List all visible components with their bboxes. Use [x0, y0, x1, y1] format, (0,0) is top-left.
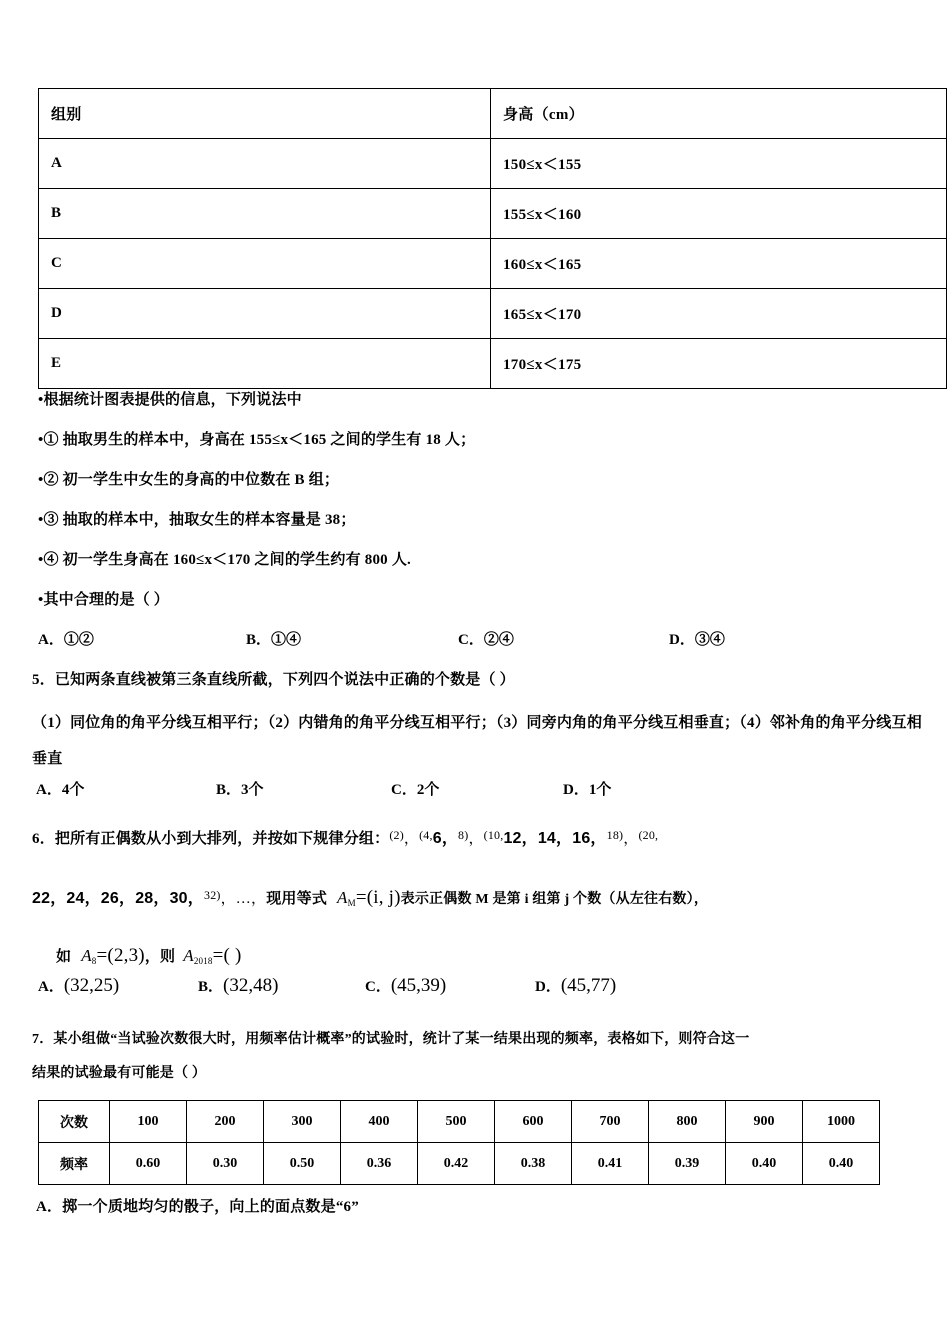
statement-item-2: •② 初一学生中女生的身高的中位数在 B 组； — [38, 472, 340, 488]
q5-option-b[interactable]: B．3个 — [216, 782, 264, 798]
q6-option-b-value: (32,48) — [223, 975, 279, 996]
count-cell: 1000 — [803, 1101, 880, 1143]
q6-option-d[interactable] — [535, 975, 616, 997]
frequency-values-row — [39, 1143, 880, 1185]
frequency-counts-row — [39, 1101, 880, 1143]
question-6-line-3 — [56, 945, 242, 967]
q6-line2-text: 现用等式 — [266, 891, 328, 907]
q6-a2018-value: =( ) — [212, 945, 242, 966]
frequency-cell: 0.40 — [726, 1143, 803, 1185]
q6-option-b[interactable] — [198, 975, 365, 997]
count-cell: 300 — [264, 1101, 341, 1143]
count-cell: 500 — [418, 1101, 495, 1143]
option-b[interactable]: B．①④ — [246, 632, 302, 648]
q6-group-2-big: 6， — [432, 830, 459, 847]
cell-group: B — [39, 189, 491, 239]
cell-range: 165≤x＜170 — [491, 289, 947, 339]
cell-range: 160≤x＜165 — [491, 239, 947, 289]
q6-formula-tail: 表示正偶数 M 是第 i 组第 j 个数（从左往右数）， — [400, 892, 709, 907]
q6-option-c[interactable] — [365, 975, 535, 997]
count-cell: 700 — [572, 1101, 649, 1143]
q6-line3-prefix: 如 — [56, 949, 72, 965]
table-header-row — [39, 89, 947, 139]
question-7-option-a[interactable]: A．掷一个质地均匀的骰子，向上的面点数是“6” — [36, 1199, 359, 1215]
cell-group: A — [39, 139, 491, 189]
statement-item-4: •④ 初一学生身高在 160≤x＜170 之间的学生约有 800 人. — [38, 552, 411, 568]
count-cell: 800 — [649, 1101, 726, 1143]
q5-option-c[interactable]: C．2个 — [391, 782, 440, 798]
question-7-stem-line-1: 7．某小组做“当试验次数很大时，用频率估计概率”的试验时，统计了某一结果出现的频率，表格如下，则符合这一 — [32, 1032, 750, 1047]
q6-a2018: A — [183, 946, 194, 965]
q6-option-d-value: (45,77) — [560, 975, 617, 996]
option-c[interactable]: C．②④ — [458, 632, 514, 648]
q6-formula-a: A — [337, 888, 348, 907]
q6-option-d-letter: D． — [535, 979, 561, 995]
cell-range: 150≤x＜155 — [491, 139, 947, 189]
frequency-cell: 0.40 — [803, 1143, 880, 1185]
q6-group-1: (2) — [389, 828, 404, 842]
q6-line3-mid: ，则 — [144, 949, 176, 965]
table-row — [39, 239, 947, 289]
row-label-frequency: 频率 — [39, 1143, 110, 1185]
q6-line2-tail: 32) — [204, 888, 221, 902]
q6-option-a[interactable] — [38, 975, 198, 997]
question-6-options-row — [38, 975, 918, 997]
frequency-cell: 0.38 — [495, 1143, 572, 1185]
header-group: 组别 — [39, 89, 491, 139]
q6-line2-sep: ，…， — [220, 891, 267, 907]
count-cell: 900 — [726, 1101, 803, 1143]
question-6-stem — [32, 825, 658, 848]
count-cell: 600 — [495, 1101, 572, 1143]
count-cell: 400 — [341, 1101, 418, 1143]
statement-item-1: •① 抽取男生的样本中，身高在 155≤x＜165 之间的学生有 18 人； — [38, 432, 476, 448]
q6-formula-eq: =(i, j) — [355, 887, 401, 908]
question-6-line-2 — [32, 885, 708, 909]
frequency-table — [38, 1100, 880, 1185]
q5-option-d[interactable]: D．1个 — [563, 782, 612, 798]
option-d[interactable]: D．③④ — [669, 632, 725, 648]
q6-option-c-value: (45,39) — [390, 975, 447, 996]
frequency-cell: 0.50 — [264, 1143, 341, 1185]
group-height-table — [38, 88, 947, 389]
frequency-cell: 0.30 — [187, 1143, 264, 1185]
q6-sep-2: ， — [468, 831, 484, 847]
q6-a8-value: =(2,3) — [96, 945, 145, 966]
cell-group: D — [39, 289, 491, 339]
question-5-stem: 5．已知两条直线被第三条直线所截，下列四个说法中正确的个数是（ ） — [32, 672, 515, 688]
q6-sep-1: ， — [403, 831, 420, 847]
frequency-cell: 0.42 — [418, 1143, 495, 1185]
q6-stem-prefix: 6．把所有正偶数从小到大排列，并按如下规律分组： — [32, 831, 390, 847]
count-cell: 100 — [110, 1101, 187, 1143]
q6-a8-sub: 8 — [91, 956, 97, 966]
q6-formula-a-sub: M — [347, 898, 356, 908]
table-row — [39, 189, 947, 239]
frequency-cell: 0.39 — [649, 1143, 726, 1185]
q5-option-a[interactable]: A．4个 — [36, 782, 85, 798]
question-7-stem-line-2: 结果的试验最有可能是（ ） — [32, 1066, 207, 1081]
row-label-counts: 次数 — [39, 1101, 110, 1143]
cell-range: 155≤x＜160 — [491, 189, 947, 239]
statement-options-row — [38, 628, 918, 649]
q6-sep-3: ， — [623, 831, 639, 847]
q6-group-3-big: 12，14，16， — [503, 830, 607, 847]
q6-option-a-value: (32,25) — [63, 975, 120, 996]
cell-group: C — [39, 239, 491, 289]
statement-prompt: •其中合理的是（ ） — [38, 592, 170, 608]
q6-group-3-open: (10, — [483, 828, 504, 842]
q6-option-c-letter: C． — [365, 979, 391, 995]
q6-group-4-open: (20, — [638, 828, 659, 842]
q6-a2018-sub: 2018 — [193, 956, 213, 966]
question-5-body: （1）同位角的角平分线互相平行；（2）内错角的角平分线互相平行；（3）同旁内角的角平分线互相垂直；（4）邻补角的角平分线互相垂直 — [32, 715, 922, 767]
cell-range: 170≤x＜175 — [491, 339, 947, 389]
statement-intro: •根据统计图表提供的信息，下列说法中 — [38, 392, 302, 408]
frequency-cell: 0.41 — [572, 1143, 649, 1185]
count-cell: 200 — [187, 1101, 264, 1143]
q6-option-b-letter: B． — [198, 979, 224, 995]
frequency-cell: 0.60 — [110, 1143, 187, 1185]
cell-group: E — [39, 339, 491, 389]
q6-group-3-close: 18) — [606, 828, 624, 842]
q6-group-2-open: (4, — [419, 828, 433, 842]
statement-item-3: •③ 抽取的样本中，抽取女生的样本容量是 38； — [38, 512, 356, 528]
table-row — [39, 289, 947, 339]
table-row — [39, 139, 947, 189]
question-5-options-row — [36, 778, 916, 799]
table-row — [39, 339, 947, 389]
q6-option-a-letter: A． — [38, 979, 64, 995]
q6-line2-nums: 22，24，26，28，30， — [32, 890, 204, 907]
option-a[interactable]: A．①② — [38, 632, 94, 648]
header-height: 身高（cm） — [491, 89, 947, 139]
q6-a8: A — [81, 946, 92, 965]
q6-group-2-close: 8) — [458, 828, 469, 842]
frequency-cell: 0.36 — [341, 1143, 418, 1185]
